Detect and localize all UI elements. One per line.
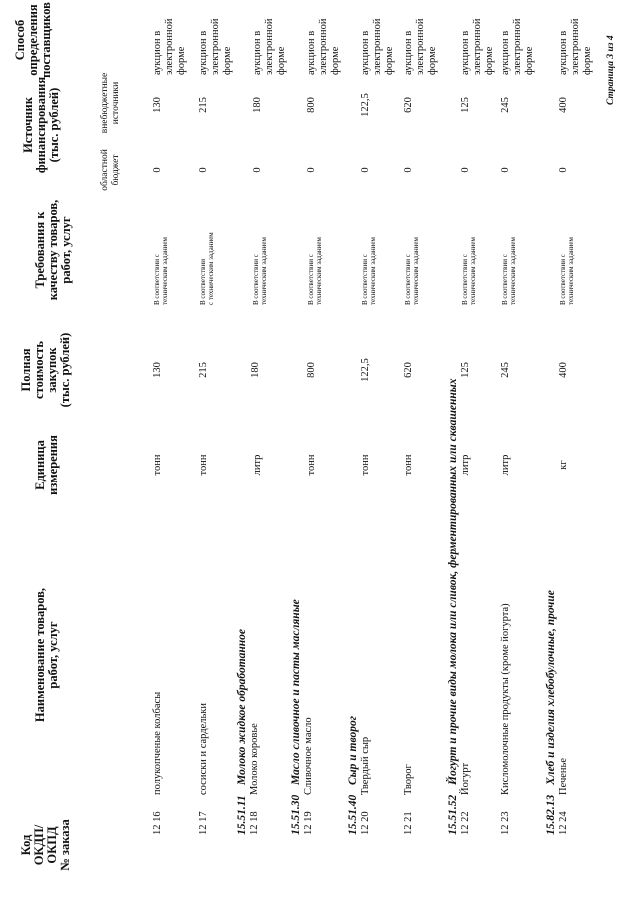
row-regional: 0 [306, 167, 317, 173]
section-title: Хлеб и изделия хлебобулочные, прочие [545, 590, 557, 785]
row-offbudget: 125 [460, 97, 471, 113]
row-method: аукцион в электронной форме [460, 18, 495, 75]
row-name: сосиски и сардельки [198, 702, 209, 795]
row-name: Печенье [558, 758, 569, 795]
row-regional: 0 [252, 167, 263, 173]
row-regional: 0 [152, 167, 163, 173]
row-name: Йогурт [460, 762, 471, 795]
row-unit: тонн [306, 454, 317, 476]
row-code: 12 23 [500, 811, 511, 835]
row-regional: 0 [198, 167, 209, 173]
row-cost: 130 [152, 362, 163, 378]
row-offbudget: 800 [306, 97, 317, 113]
header-fin-offbudget: внебюджетные источники [100, 72, 121, 134]
row-offbudget: 130 [152, 97, 163, 113]
row-cost: 125 [460, 362, 471, 378]
row-cost: 245 [500, 362, 511, 378]
row-name: Твердый сыр [360, 736, 371, 795]
row-offbudget: 245 [500, 97, 511, 113]
row-unit: литр [460, 454, 471, 476]
row-code: 12 22 [460, 811, 471, 835]
row-code: 12 21 [403, 811, 414, 835]
row-requirements: В соответствии с техническим заданием [559, 237, 575, 305]
header-unit: Единица измерения [33, 435, 60, 495]
row-offbudget: 180 [252, 97, 263, 113]
row-name: Творог [403, 764, 414, 795]
section-title: Йогурт и прочие виды молока или сливок, ферментированных или сквашенных [447, 378, 459, 785]
row-code: 12 18 [249, 811, 260, 835]
row-method: аукцион в электронной форме [558, 18, 593, 75]
row-name: Молоко коровье [249, 723, 260, 795]
row-cost: 180 [250, 362, 261, 378]
row-method: аукцион в электронной форме [306, 18, 341, 75]
row-cost: 122,5 [360, 358, 371, 382]
row-code: 12 16 [152, 811, 163, 835]
row-method: аукцион в электронной форме [198, 18, 233, 75]
row-unit: тонн [152, 454, 163, 476]
row-regional: 0 [460, 167, 471, 173]
header-requirements: Требования к качеству товаров, работ, услуг [33, 199, 73, 301]
section-code: 15.51.52 [447, 794, 459, 835]
row-offbudget: 400 [558, 97, 569, 113]
row-unit: тонн [360, 454, 371, 476]
section-code: 15.82.13 [545, 794, 557, 835]
row-regional: 0 [403, 167, 414, 173]
row-offbudget: 620 [403, 97, 414, 113]
row-cost: 215 [198, 362, 209, 378]
header-financing: Источник финансирования (тыс. рублей) [21, 76, 61, 174]
row-cost: 400 [558, 362, 569, 378]
row-requirements: В соответствии с техническим заданием [461, 237, 477, 305]
row-name: полукопченые колбасы [152, 691, 163, 795]
row-requirements: В соответствии с техническим заданием [252, 237, 268, 305]
row-cost: 800 [306, 362, 317, 378]
row-offbudget: 122,5 [360, 93, 371, 117]
row-unit: тонн [198, 454, 209, 476]
row-requirements: В соответствии с техническим заданием [404, 237, 420, 305]
section-code: 15.51.40 [347, 794, 359, 835]
row-code: 12 20 [360, 811, 371, 835]
section-title: Сыр и творог [347, 716, 359, 785]
section-title: Молоко жидкое обработанное [236, 628, 248, 785]
row-code: 12 24 [558, 811, 569, 835]
row-method: аукцион в электронной форме [360, 18, 395, 75]
row-cost: 620 [403, 362, 414, 378]
header-fin-regional: областной бюджет [100, 149, 121, 191]
row-offbudget: 215 [198, 97, 209, 113]
row-unit: литр [252, 454, 263, 476]
row-code: 12 19 [303, 811, 314, 835]
section-title: Масло сливочное и пасты масляные [290, 599, 302, 785]
section-code: 15.51.30 [290, 794, 302, 835]
header-name: Наименование товаров, работ, услуг [33, 587, 60, 723]
row-code: 12 17 [198, 811, 209, 835]
row-method: аукцион в электронной форме [152, 18, 187, 75]
row-regional: 0 [360, 167, 371, 173]
row-method: аукцион в электронной форме [500, 18, 535, 75]
row-method: аукцион в электронной форме [252, 18, 287, 75]
row-regional: 0 [500, 167, 511, 173]
header-code: Код ОКДП/ ОКПД № заказа [19, 819, 72, 871]
row-unit: тонн [403, 454, 414, 476]
row-name: Сливочное масло [303, 717, 314, 795]
row-regional: 0 [558, 167, 569, 173]
row-unit: литр [500, 454, 511, 476]
row-requirements: В соответствии с техническим заданием [199, 232, 215, 305]
row-requirements: В соответствии с техническим заданием [501, 237, 517, 305]
section-code: 15.51.11 [236, 795, 248, 835]
row-name: Кисломолочные продукты (кроме йогурта) [500, 603, 511, 795]
row-method: аукцион в электронной форме [403, 18, 438, 75]
header-cost: Полная стоимость закупок (тыс. рублей) [19, 332, 72, 408]
header-method: Способ определения поставщиков [13, 2, 53, 78]
row-unit: кг [558, 460, 569, 470]
row-requirements: В соответствии с техническим заданием [153, 237, 169, 305]
row-requirements: В соответствии с техническим заданием [361, 237, 377, 305]
page-number: Страница 3 из 4 [606, 35, 616, 105]
row-requirements: В соответствии с техническим заданием [307, 237, 323, 305]
